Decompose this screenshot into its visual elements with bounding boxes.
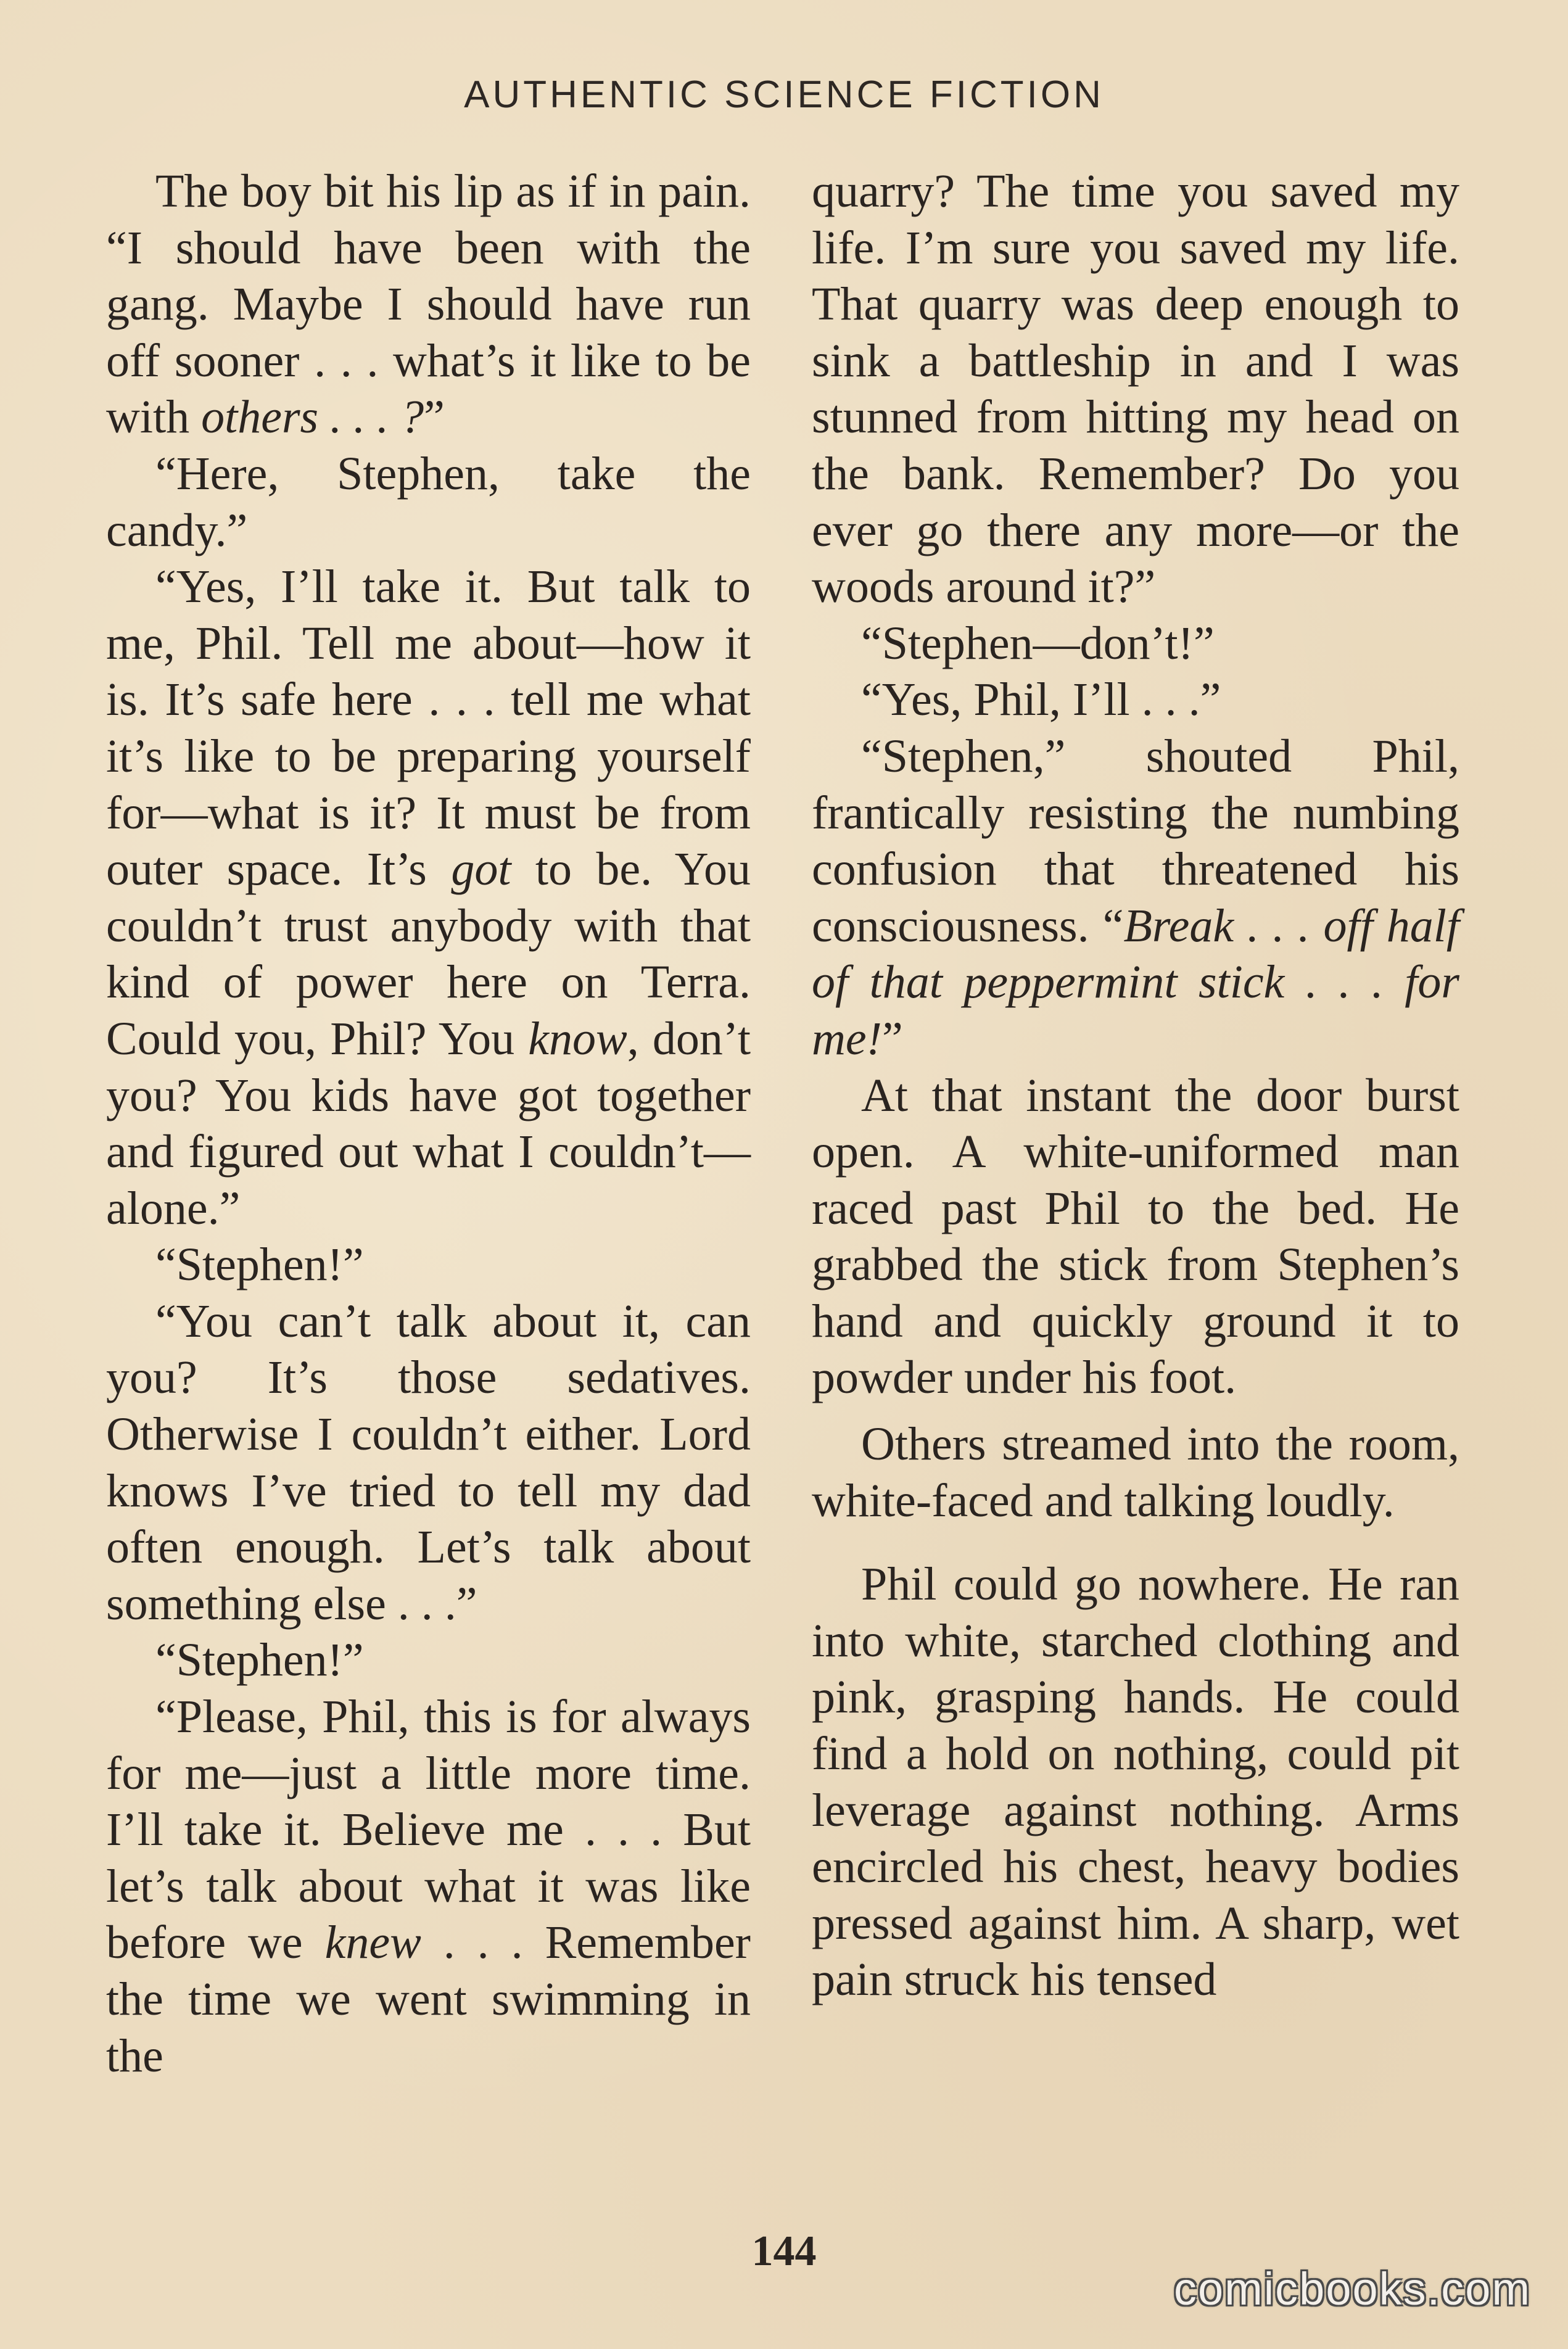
paragraph: The boy bit his lip as if in pain. “I should have been with the gang. Maybe I should have run off sooner . . . what’s it like to be with others . . . ?” <box>106 165 751 444</box>
paragraph: “Stephen,” shouted Phil, frantically resisting the numbing confusion that threatened his consciousness. “Break . . . off half of that peppermint stick . . . for me!” <box>812 730 1460 1065</box>
paragraph: “Stephen!” <box>155 1239 364 1291</box>
paragraph: At that instant the door burst open. A white-uniformed man raced past Phil to the bed. He grabbed the stick from Stephen’s hand and quickly ground it to powder under his foot. <box>812 1069 1459 1404</box>
paragraph: “Yes, I’ll take it. But talk to me, Phil. Tell me about—how it is. It’s safe here . . . tell me what it’s like to be preparing yourself for—what is it? It must be from outer space. It’s got to be. You couldn’t trust anybody with that kind of power here on Terra. Could you, Phil? You know, don’t you? You kids have got together and figured out what I couldn’t—alone.” <box>106 561 751 1234</box>
left-column <box>106 163 751 2084</box>
page-number: 144 <box>751 2227 817 2275</box>
paragraph: “Stephen!” <box>155 1634 364 1686</box>
paragraph: Phil could go nowhere. He ran into white, starched clothing and pink, grasping hands. He could find a hold on nothing, could pit leverage against nothing. Arms encircled his chest, heavy bodies pressed against him. A sharp, wet pain struck his tensed <box>812 1558 1459 2006</box>
paragraph: “Stephen—don’t!” <box>861 617 1215 669</box>
paragraph: “You can’t talk about it, can you? It’s those sedatives. Otherwise I couldn’t either. Lord knows I’ve tried to tell my dad often enough. Let’s talk about something else . . .” <box>106 1295 751 1630</box>
paragraph: “Yes, Phil, I’ll . . .” <box>861 674 1221 726</box>
running-head: AUTHENTIC SCIENCE FICTION <box>464 73 1104 116</box>
paragraph: Others streamed into the room, white-faced and talking loudly. <box>812 1418 1459 1527</box>
paragraph: quarry? The time you saved my life. I’m sure you saved my life. That quarry was deep enough to sink a battleship in and I was stunned from hitting my head on the bank. Remember? Do you ever go there any more—or the woods around it?” <box>812 165 1459 613</box>
paragraph: “Please, Phil, this is for always for me—just a little more time. I’ll take it. Believe me . . . But let’s talk about what it was like before we knew . . . Remember the time we went swimming in the <box>106 1691 751 2082</box>
paragraph: “Here, Stephen, take the candy.” <box>106 447 751 556</box>
right-column <box>812 163 1459 2008</box>
watermark-logo: comicbooks.com <box>1173 2263 1531 2314</box>
